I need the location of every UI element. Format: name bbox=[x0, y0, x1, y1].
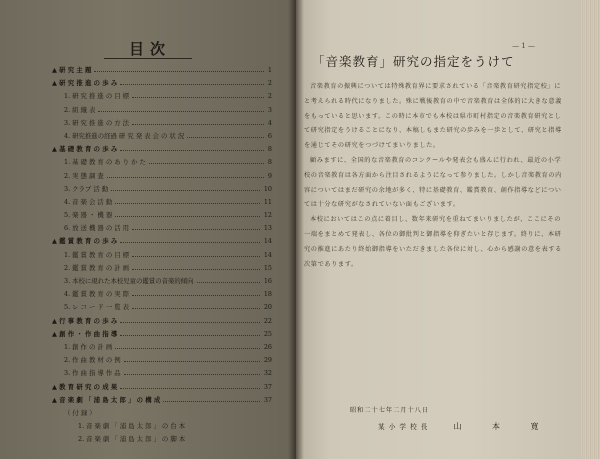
toc-entry-label: 3. クラブ 活 動 bbox=[64, 184, 109, 193]
toc-entry-label: 1. 音 楽 劇 「 浦 島 太 郎 」 の 台 本 bbox=[78, 422, 186, 431]
toc-entry bbox=[50, 433, 272, 446]
toc-entry bbox=[50, 183, 272, 196]
toc-entry-page: 18 bbox=[263, 290, 272, 299]
toc-entry bbox=[50, 288, 272, 301]
left-page-contents bbox=[0, 0, 296, 459]
toc-entry-page: 9 bbox=[267, 171, 272, 180]
toc-entry-page: 3 bbox=[267, 105, 272, 114]
toc-entry-label: 1. 創 作 の 計 画 bbox=[64, 342, 113, 351]
toc-leader-dots bbox=[115, 348, 260, 349]
toc-entry bbox=[50, 394, 272, 407]
toc-entry-page: 11 bbox=[263, 197, 272, 206]
toc-entry-page: 32 bbox=[263, 369, 272, 378]
toc-entry-page: 26 bbox=[263, 342, 272, 351]
toc-entry-page: 29 bbox=[263, 356, 272, 365]
toc-entry bbox=[50, 156, 272, 169]
toc-leader-dots bbox=[120, 322, 260, 323]
toc-entry bbox=[50, 170, 272, 183]
toc-leader-dots bbox=[132, 124, 264, 125]
toc-leader-dots bbox=[115, 216, 260, 217]
toc-entry-label: 4. 鑑 賞 教 育 の 実 際 bbox=[64, 290, 130, 299]
toc-entry bbox=[50, 143, 272, 156]
toc-entry-label: 1. 鑑 賞 教 育 の 目 標 bbox=[64, 250, 130, 259]
toc-entry-label: 2. 実 態 調 査 bbox=[64, 171, 104, 180]
toc-entry-label: ▲ 研 究 主 題 bbox=[52, 66, 92, 74]
toc-entry bbox=[50, 407, 272, 420]
toc-leader-dots bbox=[124, 361, 260, 362]
toc-entry bbox=[50, 90, 272, 103]
toc-leader-dots bbox=[120, 150, 264, 151]
title-underline bbox=[104, 58, 192, 59]
toc-entry-label: ▲ 行 事 教 育 の 歩 み bbox=[52, 316, 118, 325]
toc-entry bbox=[50, 77, 272, 90]
foreword-date: 昭和二十七年二月十八日 bbox=[350, 407, 430, 414]
toc-entry-label: ▲ 研 究 推 進 の 歩 み bbox=[52, 79, 118, 88]
toc-entry bbox=[50, 301, 272, 314]
toc-entry-page: 25 bbox=[263, 329, 272, 338]
toc-entry bbox=[50, 341, 272, 354]
toc-entry-page: 14 bbox=[263, 250, 272, 259]
toc-leader-dots bbox=[187, 137, 264, 138]
toc-entry-label: （ 付 録 ） bbox=[64, 408, 96, 417]
toc-entry-label: ▲ 音 楽 劇 「 浦 島 太 郎 」 の 構 成 bbox=[52, 395, 161, 404]
toc-leader-dots bbox=[111, 190, 260, 191]
toc-entry bbox=[50, 209, 272, 222]
toc-entry-label: 3. 研 究 推 進 の 方 法 bbox=[64, 118, 130, 127]
page-edges bbox=[581, 0, 600, 459]
toc-entry-label: 5. レ コ ー ド 一 覧 表 bbox=[64, 303, 130, 312]
toc-entry-label: 3. 作 曲 指 導 作 品 bbox=[64, 369, 121, 378]
toc-leader-dots bbox=[197, 282, 260, 283]
foreword-body bbox=[304, 80, 566, 272]
toc-leader-dots bbox=[132, 308, 260, 309]
foreword-paragraph: 音楽教育の振興については特殊教育界に要求されている「音楽教育研究指定校」にと考えられる時代になりました。殊に戦後教育の中で音楽教育は全体的に大きな意義をもっていると思います。この時に本市でも本校は県市町村指定の音楽教育研究として研究指定をうけることになり、本稿しもまた研究の歩みを一歩として、研究と指導を通じてその研究をつづけてまいりました。 bbox=[304, 83, 562, 150]
toc-leader-dots bbox=[115, 203, 260, 204]
toc-leader-dots bbox=[120, 242, 260, 243]
toc-leader-dots bbox=[149, 163, 264, 164]
page-number: — 1 — bbox=[512, 42, 535, 50]
toc-entry-page: 22 bbox=[263, 316, 272, 325]
toc-entry-label: 4. 音 楽 会 活 動 bbox=[64, 197, 113, 206]
toc-entry-label: ▲ 創 作 ・ 作 曲 指 導 bbox=[52, 329, 118, 338]
toc-entry-page: 20 bbox=[263, 303, 272, 312]
toc-entry-label: 2. 作 曲 教 材 の 例 bbox=[64, 356, 121, 365]
toc-entry-page: 13 bbox=[263, 224, 272, 233]
toc-entry-label: 1. 基 礎 教 育 の あ り か た bbox=[64, 158, 146, 167]
toc-entry bbox=[50, 117, 272, 130]
toc-entry-page: 8 bbox=[267, 145, 272, 154]
toc-entry-page: 16 bbox=[263, 277, 272, 285]
toc-entry-page: 8 bbox=[267, 158, 272, 167]
toc-leader-dots bbox=[163, 401, 260, 402]
toc-entry-label: 2. 音 楽 劇 「 浦 島 太 郎 」 の 脚 本 bbox=[78, 435, 186, 444]
signature-name: 山 本 寛 bbox=[453, 422, 553, 431]
toc-entry-label: ▲ 教 育 研 究 の 成 果 bbox=[52, 382, 118, 391]
toc-leader-dots bbox=[120, 388, 260, 389]
toc-leader-dots bbox=[98, 111, 264, 112]
toc-leader-dots bbox=[120, 335, 260, 336]
toc-leader-dots bbox=[132, 269, 260, 270]
toc-entry bbox=[50, 104, 272, 117]
toc-entry-page: 2 bbox=[267, 79, 272, 88]
toc-leader-dots bbox=[132, 256, 260, 257]
toc-entry bbox=[50, 196, 272, 209]
book-gutter bbox=[288, 0, 304, 459]
foreword-heading: 「音楽教育」研究の指定をうけて bbox=[312, 54, 515, 69]
toc-entry-page: 4 bbox=[267, 118, 272, 127]
toc-entry-page: 2 bbox=[267, 92, 272, 101]
toc-entry bbox=[50, 130, 272, 143]
toc-entry bbox=[50, 235, 272, 248]
toc-entry-label: 2. 組 織 表 bbox=[64, 105, 96, 114]
toc-leader-dots bbox=[132, 295, 260, 296]
toc-entry-page: 14 bbox=[263, 237, 272, 246]
toc-leader-dots bbox=[94, 71, 264, 72]
toc-leader-dots bbox=[120, 84, 264, 85]
toc-entry-label: 4. 研究推進の経過 研 究 発 表 会 の 状 況 bbox=[64, 131, 185, 140]
toc-entry-page: 15 bbox=[263, 263, 272, 272]
toc-entry bbox=[50, 420, 272, 433]
toc-entry-label: 6. 放 送 機 器 の 活 用 bbox=[64, 224, 130, 233]
toc-entry bbox=[50, 275, 272, 288]
toc-entry-page: 12 bbox=[263, 211, 272, 220]
toc-entry-page: 1 bbox=[267, 66, 272, 74]
toc-entry bbox=[50, 64, 272, 77]
toc-leader-dots bbox=[107, 177, 264, 178]
contents-title: 目次 bbox=[128, 40, 171, 58]
table-of-contents bbox=[50, 64, 272, 446]
toc-leader-dots bbox=[124, 374, 260, 375]
toc-entry-page: 37 bbox=[263, 395, 272, 404]
toc-entry bbox=[50, 315, 272, 328]
toc-entry-page: 6 bbox=[267, 131, 272, 140]
toc-entry-page: 10 bbox=[263, 184, 272, 193]
toc-entry-label: 1. 研 究 推 進 の 目 標 bbox=[64, 92, 130, 101]
toc-entry-page: 37 bbox=[263, 382, 272, 391]
toc-entry-label: ▲ 基 礎 教 育 の 歩 み bbox=[52, 145, 118, 154]
toc-entry bbox=[50, 381, 272, 394]
toc-entry bbox=[50, 367, 272, 380]
toc-entry bbox=[50, 249, 272, 262]
signature-title: 某 小 学 校 長 bbox=[378, 423, 429, 431]
toc-leader-dots bbox=[132, 97, 264, 98]
toc-entry-label: 5. 楽 器 ・ 機 器 bbox=[64, 211, 113, 220]
toc-leader-dots bbox=[132, 229, 260, 230]
toc-entry-label: ▲ 鑑 賞 教 育 の 歩 み bbox=[52, 237, 118, 246]
toc-entry bbox=[50, 262, 272, 275]
signature-line bbox=[378, 421, 553, 432]
foreword-paragraph: 顧みますに、全国的な音楽教育のコンクールや発表会も盛んに行われ、最近の小学校の音楽教育は各方面から注目されるようになって参りました。しかし音楽教育の内容についてはまだ研究の余地が多く、特に基礎教育、鑑賞教育、創作指導などについては十分な研究がなされていない面もございます。 bbox=[304, 156, 562, 209]
toc-entry bbox=[50, 328, 272, 341]
toc-entry-label: 2. 鑑 賞 教 育 の 計 画 bbox=[64, 263, 130, 272]
toc-entry-label: 3. 本校に現れた本校児童の鑑賞の音楽的傾向 bbox=[64, 277, 194, 285]
toc-entry bbox=[50, 354, 272, 367]
toc-entry bbox=[50, 222, 272, 235]
foreword-paragraph: 本校においてはこの点に着目し、数年来研究を重ねてまいりましたが、ここにその一端をまとめて発表し、各位の御批判と御指導を仰ぎたいと存じます。終りに、本研究の推進にあたり終始御指導をいただきました各位に対し、心から感謝の意を表する次第であります。 bbox=[304, 216, 562, 268]
